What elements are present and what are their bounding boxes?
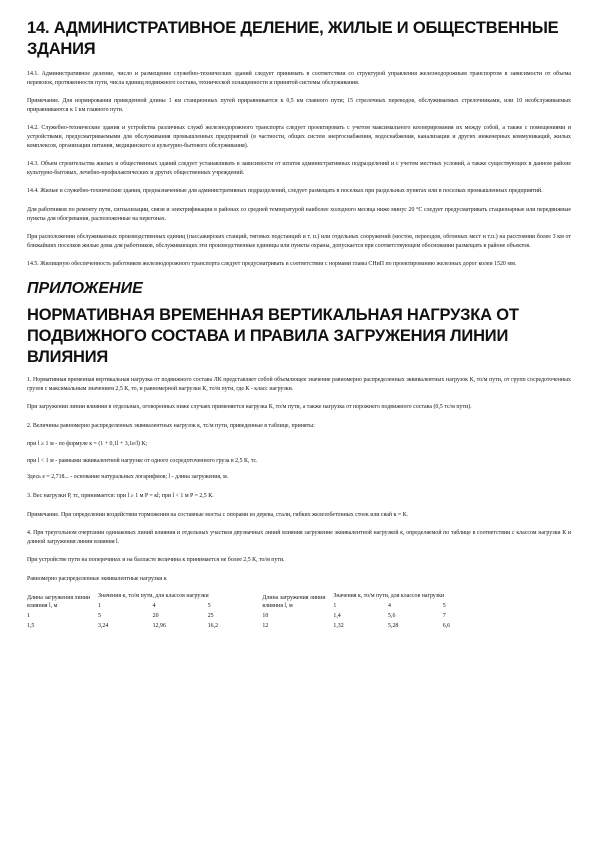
table-header-row (27, 592, 497, 602)
table-cell: 12 (262, 622, 269, 629)
appendix-label: ПРИЛОЖЕНИЕ (27, 279, 143, 297)
table-cell: 5,28 (388, 622, 399, 629)
table-cell: 5 (98, 612, 101, 619)
appendix-title: НОРМАТИВНАЯ ВРЕМЕННАЯ ВЕРТИКАЛЬНАЯ НАГРУЗКА ОТ ПОДВИЖНОГО СОСТАВА И ПРАВИЛА ЗАГРУЖЕНИЯ ЛИНИИ ВЛИЯНИЯ (27, 305, 519, 366)
table-caption: Равномерно распределенные эквивалентные нагрузки к (27, 576, 167, 583)
table-cell: 25 (207, 612, 214, 619)
header-right-values: Значения к, то/м пути, для классов нагрузки (333, 592, 445, 599)
class-cell: 4 (152, 602, 156, 609)
formula-line-2: при l < 1 м - равными эквивалентной нагрузке от одного сосредоточенного груза в 2,5 К, тс. (27, 457, 258, 464)
appendix-paragraph-1-b: При загружении линии влияния в отдельных, оговоренных ниже случаях применяется нагрузка К, то/м пути, а также нагрузка от порожнего подвижного состава (0,5 тс/м пути). (27, 404, 472, 411)
header-right-label: Длина загружения линии влияния l, м (262, 594, 326, 609)
table-row (27, 612, 497, 622)
table-row (27, 622, 497, 632)
table-cell: 10 (262, 612, 269, 619)
class-cell: 5 (207, 602, 211, 609)
appendix-paragraph-1: 1. Нормативная временная вертикальная нагрузка от подвижного состава ЛК представляет собой объемлющее значение равномерно распределенных эквивалентных нагрузок К, то/м пути, от групп сосредоточенных грузов с максимальным значением 2,5 К, то, и равномерной нагрузки К, то/м пути, где К - класс нагрузки. (27, 376, 571, 392)
paragraph-14-2: 14.2. Служебно-технические здания и устройства различных служб железнодорожного транспорта следует проектировать с учетом максимального кооперирования их между собой, а также с помещениями и устройствами, предусматриваемыми для обслуживания промышленных предприятий (в частности, общих систем энергоснабжения, водоснабжения, канализации и других инженерных коммуникаций, жилых комплексов, организации питания, медицинского и культурно-бытового обслуживания). (27, 125, 571, 149)
paragraph-14-4-b: Для работников по ремонту пути, сигнализации, связи и электрификации в районах со средней температурой наиболее холодного месяца ниже минус 20 °С следует предусматривать стационарные или передвижные пункты для обогревания, расположенные на перегонах. (27, 206, 571, 222)
appendix-paragraph-4: 4. При треугольном очертании одинаковых линий влияния и отдельных участков двузначных линий влияния загружение эквивалентной нагрузкой к, определяемой по таблице в соответствии с классом нагрузки К и длиной загружения линии влияния l. (27, 530, 571, 545)
class-cell: 5 (442, 602, 446, 609)
appendix-paragraph-2: 2. Величины равномерно распределенных эквивалентных нагрузок к, тс/м пути, приведенные в таблице, приняты: (27, 422, 315, 429)
table-cell: 6,6 (442, 622, 451, 629)
table-cell: 7 (442, 612, 446, 619)
note-14-1: Примечание. Для нормирования приведенной длины 1 км станционных путей приравнивается к 0,5 км главного пути; 15 стрелочных переводов, обслуживаемых стрелочниками, или 10 необслуживаемых приравниваются к 1 км главного пути. (27, 98, 571, 113)
formula-line-1: при l ≥ 1 м - по формуле к = (1 + 0,1l + 3,1e/l) К; (27, 441, 148, 448)
appendix-note: Примечание. При определении воздействия торможения на составные мосты с опорами из дерева, стали, гибких железобетонных стоек или свай к = К. (27, 511, 409, 518)
paragraph-14-1: 14.1. Административное деление, число и размещение служебно-технических зданий следует принимать в соответствии со структурой управления железнодорожным транспортом в зависимости от объема перевозок, протяженности пути, числа единиц подвижного состава, технической оснащенности и принятой системы обслуживания. (27, 71, 571, 86)
paragraph-14-4-c: При расположении обслуживаемых производственных единиц (пассажирских станций, тяговых подстанций и т. п.) или отдельных сооружений (мостов, переездов, обгонных мест и т.п.) на расстоянии более 3 км от ближайших поселков жилые дома для работников, обслуживающих эти производственные единицы или пункты охраны, допускается при соответствующем обосновании размещать в районе объектов. (27, 234, 571, 249)
header-left-label: Длина загружения линии влияния l, м (27, 594, 91, 609)
table-cell: 3,24 (98, 622, 109, 629)
table-cell: 1,32 (333, 622, 344, 629)
section-heading: 14. АДМИНИСТРАТИВНОЕ ДЕЛЕНИЕ, ЖИЛЫЕ И ОБЩЕСТВЕННЫЕ ЗДАНИЯ (27, 19, 559, 58)
formula-definitions: Здесь e = 2,718... - основание натуральных логарифмов; l - длина загружения, м. (27, 474, 229, 481)
appendix-paragraph-4-b: При устройстве пути на поперечинах и на балласте величина к принимается не более 2,5 К, то/м пути. (27, 557, 285, 564)
table-cell: 1,4 (333, 612, 341, 619)
class-cell: 1 (98, 602, 101, 609)
header-left-values: Значения к, то/м пути, для классов нагрузки (98, 592, 209, 599)
paragraph-14-4: 14.4. Жилые и служебно-технические здания, предназначенные для административных подразделений, следует размещать в поселках при раздельных пунктах или в поселках промышленных предприятий. (27, 188, 543, 195)
table-cell: 1,5 (27, 622, 35, 629)
paragraph-14-3: 14.3. Объем строительства жилых и общественных зданий следует устанавливать в зависимости от штатов административных подразделений и с учетом местных условий, а также существующих в данном районе культурно-бытовых, лечебно-профилактических и других общественных учреждений. (27, 161, 571, 176)
table-cell: 1 (27, 612, 30, 619)
equivalent-loads-table (27, 592, 497, 632)
table-cell: 16,2 (207, 622, 219, 629)
paragraph-14-5: 14.5. Жилищную обеспеченность работников железнодорожного транспорта следует предусматривать в соответствии с нормами главы СНиП по проектированию железных дорог колеи 1520 мм. (27, 261, 517, 268)
class-cell: 4 (388, 602, 391, 609)
table-cell: 20 (152, 612, 159, 619)
class-cell: 1 (333, 602, 337, 609)
table-cell: 5,6 (388, 612, 396, 619)
table-cell: 12,96 (152, 622, 166, 629)
appendix-paragraph-3: 3. Вес нагрузки Р, тс, принимается: при l ≥ 1 м P = кl; при l < 1 м P = 2,5 К. (27, 493, 214, 500)
